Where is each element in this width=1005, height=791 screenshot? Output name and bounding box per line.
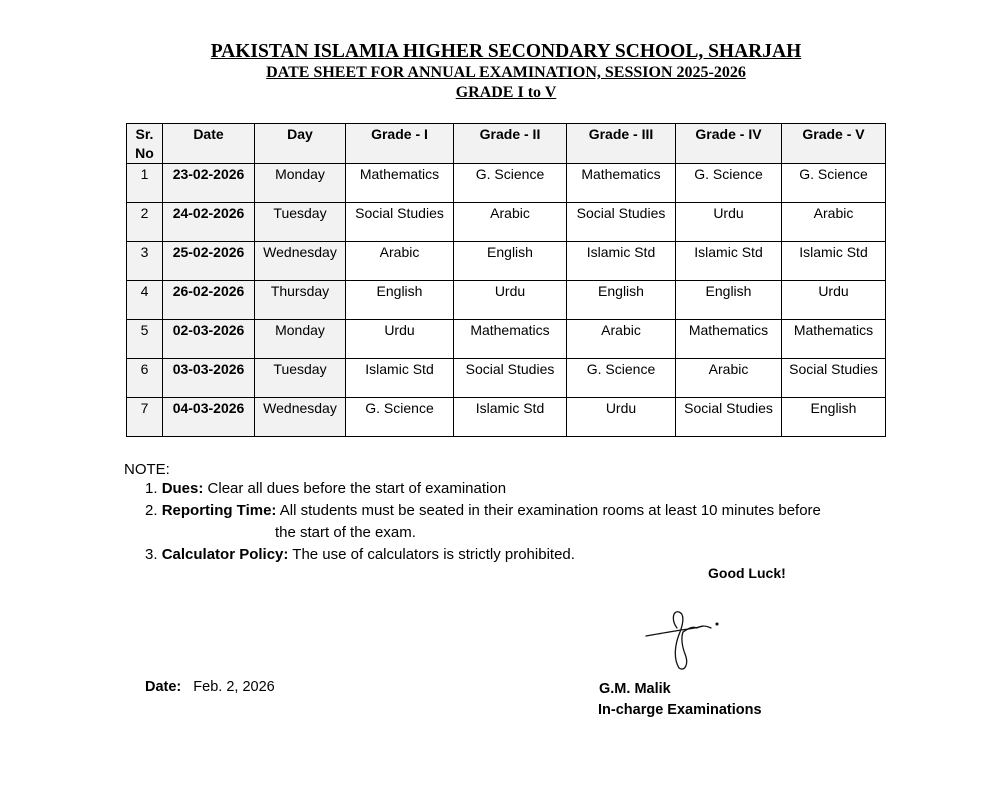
cell-subject: Social Studies [346,203,454,242]
note-continuation: the start of the exam. [275,524,416,541]
cell-subject: G. Science [454,164,567,203]
table-row [127,320,886,359]
cell-day: Monday [255,164,346,203]
cell-day: Wednesday [255,242,346,281]
col-grade-2: Grade - II [454,124,567,164]
note-item-dues [145,478,821,500]
note-label: NOTE: [124,461,170,478]
signature-icon [645,608,725,674]
cell-subject: English [567,281,676,320]
cell-sr: 7 [127,398,163,437]
table-row [127,203,886,242]
cell-subject: Mathematics [676,320,782,359]
cell-subject: Islamic Std [676,242,782,281]
cell-subject: Urdu [346,320,454,359]
cell-subject: Arabic [676,359,782,398]
date-value: Feb. 2, 2026 [193,679,275,695]
note-text: The use of calculators is strictly prohibited. [292,546,575,563]
note-title: Reporting Time: [161,502,277,519]
cell-subject: Arabic [782,203,886,242]
cell-subject: Islamic Std [782,242,886,281]
signer-role: In-charge Examinations [598,702,762,718]
note-number: 3. [145,546,158,563]
cell-subject: Social Studies [567,203,676,242]
cell-subject: Islamic Std [567,242,676,281]
note-number: 1. [145,480,158,497]
cell-sr: 4 [127,281,163,320]
cell-date: 04-03-2026 [163,398,255,437]
col-grade-4: Grade - IV [676,124,782,164]
cell-subject: English [782,398,886,437]
cell-subject: G. Science [676,164,782,203]
signer-block [599,679,762,721]
cell-day: Thursday [255,281,346,320]
date-sheet-table [126,123,886,437]
date-label: Date: [145,679,182,695]
document-header [0,41,1005,103]
school-name: PAKISTAN ISLAMIA HIGHER SECONDARY SCHOOL, SHARJAH [210,41,802,62]
cell-day: Tuesday [255,359,346,398]
cell-subject: G. Science [346,398,454,437]
note-title: Dues: [161,480,204,497]
note-text: Clear all dues before the start of examination [207,480,507,497]
table-row [127,398,886,437]
cell-subject: Arabic [567,320,676,359]
cell-subject: Islamic Std [454,398,567,437]
sheet-title: DATE SHEET FOR ANNUAL EXAMINATION, SESSION 2025-2026 [266,64,746,81]
cell-subject: Urdu [782,281,886,320]
issue-date [145,679,275,695]
table-row [127,359,886,398]
cell-date: 25-02-2026 [163,242,255,281]
cell-date: 26-02-2026 [163,281,255,320]
col-sr-no: Sr. No [127,124,163,164]
note-text: All students must be seated in their examination rooms at least 10 minutes before [279,502,821,519]
cell-subject: Mathematics [346,164,454,203]
cell-subject: Mathematics [567,164,676,203]
cell-date: 23-02-2026 [163,164,255,203]
cell-subject: English [346,281,454,320]
good-luck-text: Good Luck! [708,565,786,581]
cell-sr: 2 [127,203,163,242]
cell-subject: Social Studies [676,398,782,437]
col-grade-1: Grade - I [346,124,454,164]
grade-range: GRADE I to V [455,84,557,101]
cell-subject: Urdu [567,398,676,437]
cell-day: Wednesday [255,398,346,437]
signer-name: G.M. Malik [599,681,671,697]
cell-subject: Urdu [676,203,782,242]
table-header-row [127,124,886,164]
cell-subject: Arabic [454,203,567,242]
cell-day: Tuesday [255,203,346,242]
table-row [127,281,886,320]
cell-subject: G. Science [782,164,886,203]
cell-date: 24-02-2026 [163,203,255,242]
cell-subject: English [676,281,782,320]
note-item-calculator-policy [145,544,821,566]
col-grade-3: Grade - III [567,124,676,164]
table-row [127,164,886,203]
cell-subject: G. Science [567,359,676,398]
note-title: Calculator Policy: [161,546,289,563]
cell-date: 03-03-2026 [163,359,255,398]
col-date: Date [163,124,255,164]
cell-subject: Islamic Std [346,359,454,398]
note-item-reporting-time [145,500,821,522]
cell-subject: Urdu [454,281,567,320]
cell-subject: Arabic [346,242,454,281]
cell-date: 02-03-2026 [163,320,255,359]
cell-subject: English [454,242,567,281]
cell-subject: Mathematics [454,320,567,359]
cell-sr: 1 [127,164,163,203]
cell-sr: 5 [127,320,163,359]
note-number: 2. [145,502,158,519]
table-row [127,242,886,281]
notes-list [145,478,821,566]
cell-sr: 3 [127,242,163,281]
cell-subject: Social Studies [782,359,886,398]
col-day: Day [255,124,346,164]
cell-day: Monday [255,320,346,359]
cell-sr: 6 [127,359,163,398]
cell-subject: Mathematics [782,320,886,359]
col-grade-5: Grade - V [782,124,886,164]
cell-subject: Social Studies [454,359,567,398]
